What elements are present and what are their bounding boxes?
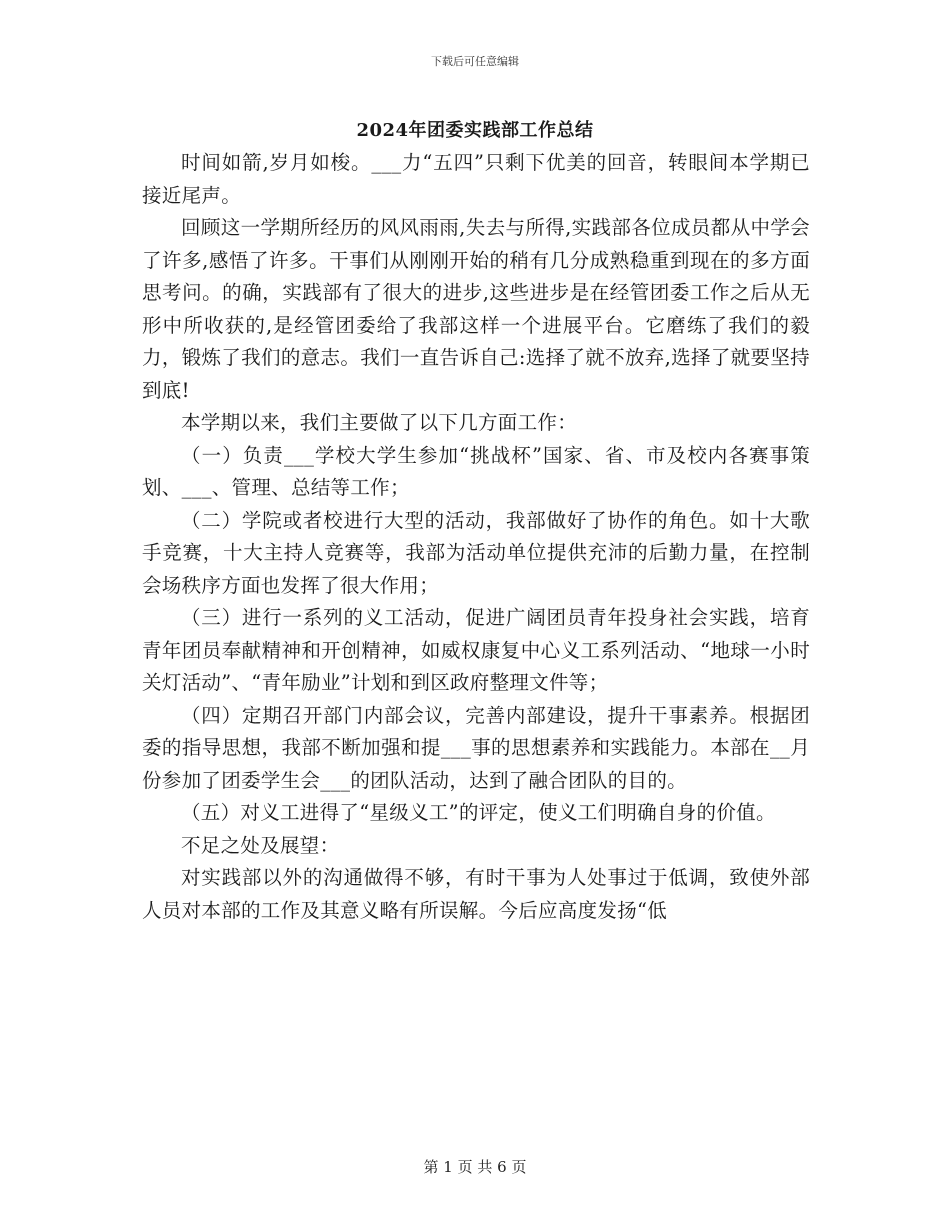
paragraph: （一）负责___学校大学生参加“挑战杯”国家、省、市及校内各赛事策划、___、管理、总结等工作； — [142, 443, 810, 499]
document-body — [142, 147, 810, 927]
paragraph: 不足之处及展望： — [181, 833, 340, 857]
paragraph: （三）进行一系列的义工活动，促进广阔团员青年投身社会实践，培育青年团员奉献精神和开创精神，如威权康复中心义工系列活动、“地球一小时关灯活动”、“青年励业”计划和到区政府整理文件等； — [142, 606, 810, 694]
paragraph: （五）对义工进得了“星级义工”的评定，使义工们明确自身的价值。 — [181, 801, 776, 824]
page-number: 第 1 页 共 6 页 — [423, 1158, 527, 1176]
paragraph: （四）定期召开部门内部会议，完善内部建设，提升干事素养。根据团委的指导思想，我部不断加强和提___事的思想素养和实践能力。本部在__月份参加了团委学生会___的团队活动，达到了融合团队的目的。 — [142, 703, 810, 792]
document-title: 2024年团委实践部工作总结 — [356, 120, 594, 141]
paragraph: 对实践部以外的沟通做得不够，有时干事为人处事过于低调，致使外部人员对本部的工作及其意义略有所误解。今后应高度发扬“低 — [142, 866, 810, 922]
paragraph: （二）学院或者校进行大型的活动，我部做好了协作的角色。如十大歌手竞赛，十大主持人竞赛等，我部为活动单位提供充沛的后勤力量，在控制会场秩序方面也发挥了很大作用； — [142, 508, 810, 597]
header-note: 下载后可任意编辑 — [431, 55, 519, 68]
paragraph: 时间如箭,岁月如梭。___力“五四”只剩下优美的回音，转眼间本学期已接近尾声。 — [142, 151, 810, 207]
paragraph: 本学期以来，我们主要做了以下几方面工作： — [181, 411, 578, 434]
paragraph: 回顾这一学期所经历的风风雨雨,失去与所得,实践部各位成员都从中学会了许多,感悟了许多。干事们从刚刚开始的稍有几分成熟稳重到现在的多方面思考问。的确，实践部有了很大的进步,这些进步是在经管团委工作之后从无形中所收获的,是经管团委给了我部这样一个进展平台。它磨练了我们的毅力，锻炼了我们的意志。我们一直告诉自己:选择了就不放弃,选择了就要坚持到底! — [142, 216, 810, 402]
